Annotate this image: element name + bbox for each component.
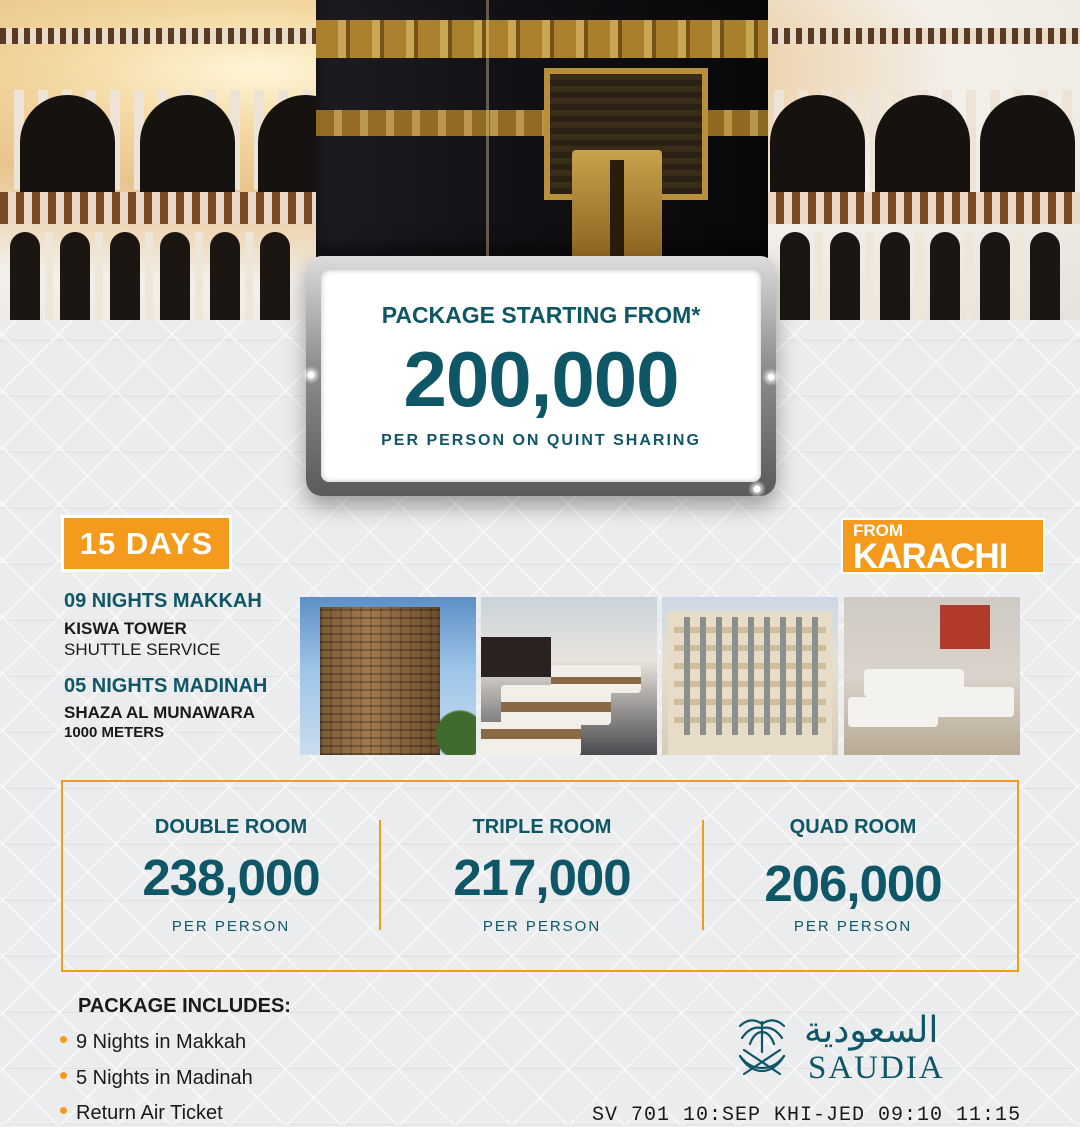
airline-arabic-name: السعودية	[804, 1010, 939, 1051]
flight-info: SV 701 10:SEP KHI-JED 09:10 11:15	[592, 1104, 1022, 1127]
starting-price: 200,000	[403, 335, 679, 423]
room-unit: PER PERSON	[171, 918, 291, 935]
madinah-hotel: SHAZA AL MUNAWARA	[64, 703, 256, 722]
makkah-note: SHUTTLE SERVICE	[64, 640, 221, 659]
include-item	[60, 1031, 246, 1054]
madinah-nights: 05 NIGHTS MADINAH	[64, 675, 268, 697]
madinah-hotel-photo	[662, 597, 838, 755]
right-arcade	[760, 0, 1080, 320]
bullet-icon	[60, 1072, 67, 1079]
package-starting-heading: PACKAGE STARTING FROM*	[381, 302, 701, 328]
duration-badge: 15 DAYS	[61, 515, 232, 572]
left-arcade	[0, 0, 330, 320]
origin-badge	[841, 518, 1045, 574]
makkah-nights: 09 NIGHTS MAKKAH	[64, 590, 262, 612]
include-item	[60, 1102, 223, 1125]
makkah-room-photo	[481, 597, 657, 755]
madinah-room-photo	[844, 597, 1020, 755]
makkah-hotel-photo	[300, 597, 476, 755]
package-includes-title: PACKAGE INCLUDES:	[78, 995, 291, 1017]
room-type: TRIPLE ROOM	[472, 816, 612, 838]
room-price: 217,000	[453, 849, 631, 906]
quad-room-card	[697, 782, 1009, 972]
bullet-icon	[60, 1107, 67, 1114]
quint-sharing-text: PER PERSON ON QUINT SHARING	[381, 432, 701, 449]
palm-swords-emblem-icon	[734, 1014, 790, 1084]
room-type: QUAD ROOM	[789, 816, 917, 838]
origin-city: KARACHI	[853, 537, 1008, 576]
kaaba	[316, 0, 768, 258]
starting-price-box	[306, 256, 776, 496]
room-unit: PER PERSON	[793, 918, 913, 935]
room-prices-box	[61, 780, 1019, 972]
room-type: DOUBLE ROOM	[154, 816, 308, 838]
airline-english-name: SAUDIA	[808, 1050, 945, 1086]
room-price: 238,000	[142, 849, 320, 906]
origin-prefix: FROM	[853, 521, 904, 540]
bullet-icon	[60, 1036, 67, 1043]
room-divider	[379, 820, 381, 930]
triple-room-card	[386, 782, 698, 972]
room-price: 206,000	[764, 855, 942, 912]
makkah-hotel: KISWA TOWER	[64, 619, 187, 638]
include-item-text: 9 Nights in Makkah	[76, 1031, 247, 1053]
room-unit: PER PERSON	[482, 918, 602, 935]
madinah-note: 1000 METERS	[64, 724, 165, 741]
include-item	[60, 1067, 253, 1090]
saudia-logo	[728, 1010, 958, 1084]
include-item-text: Return Air Ticket	[76, 1102, 223, 1124]
include-item-text: 5 Nights in Madinah	[76, 1067, 253, 1089]
double-room-card	[75, 782, 387, 972]
